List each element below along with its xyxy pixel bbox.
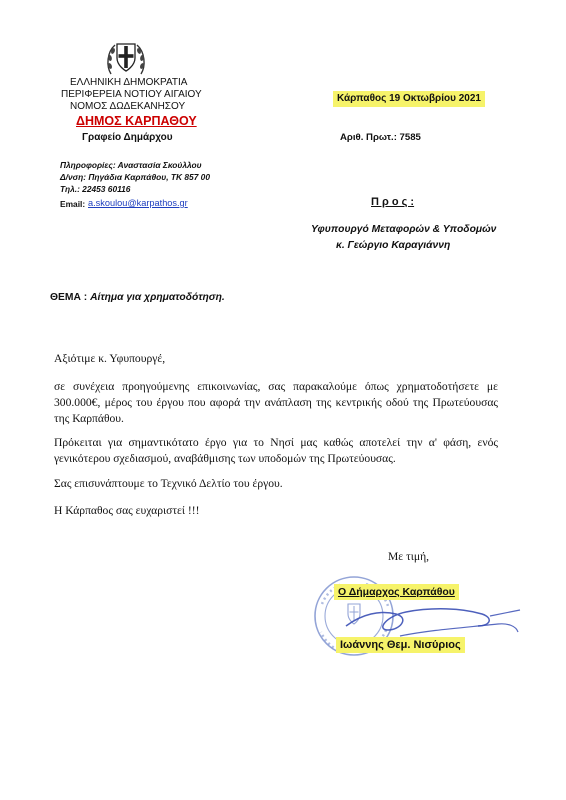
header-prefecture: ΝΟΜΟΣ ΔΩΔΕΚΑΝΗΣΟΥ [70,101,186,112]
recipient-line2: κ. Γεώργιο Καραγιάννη [336,240,451,251]
recipient-line1: Υφυπουργό Μεταφορών & Υποδομών [311,224,497,235]
greeting: Αξιότιμε κ. Υφυπουργέ, [54,352,166,365]
subject-label: ΘΕΜΑ : [50,292,88,303]
header-country: ΕΛΛΗΝΙΚΗ ΔΗΜΟΚΡΑΤΙΑ [70,77,188,88]
paragraph-2: Πρόκειται για σημαντικότατο έργο για το Νησί μας καθώς αποτελεί την α' φάση, ενός γενικότερου σχεδιασμού, αναβάθμισης των υποδομών της Πρωτεύουσας. [54,436,498,465]
header-office: Γραφείο Δημάρχου [82,132,173,143]
paragraph-1: σε συνέχεια προηγούμενης επικοινωνίας, σας παρακαλούμε όπως χρηματοδοτήσετε με 300.000€, μέρος του έργου που αφορά την ανάπλαση της κεντρικής οδού της Πρωτεύουσας της Καρπάθου. [54,380,498,425]
contact-address: Δ/νση: Πηγάδια Καρπάθου, ΤΚ 857 00 [60,172,210,182]
paragraph-4: Η Κάρπαθος σας ευχαριστεί !!! [54,504,200,517]
closing: Με τιμή, [388,550,430,563]
header-municipality: ΔΗΜΟΣ ΚΑΡΠΑΘΟΥ [76,114,197,128]
protocol-number: Αριθ. Πρωτ.: 7585 [340,132,421,143]
contact-email-label: Email: [60,199,86,209]
header-region: ΠΕΡΙΦΕΡΕΙΑ ΝΟΤΙΟΥ ΑΙΓΑΙΟΥ [61,89,202,100]
signature-name: Ιωάννης Θεμ. Νισύριος [336,637,465,653]
signature-title-text: Ο Δήμαρχος Καρπάθου [338,586,455,598]
contact-phone: Τηλ.: 22453 60116 [60,184,131,194]
recipient-label: Π ρ ο ς : [371,196,415,208]
greek-coat-of-arms-icon [105,40,147,76]
letter-date: Κάρπαθος 19 Οκτωβρίου 2021 [333,91,485,107]
contact-info: Πληροφορίες: Αναστασία Σκούλλου [60,160,202,170]
paragraph-3: Σας επισυνάπτουμε το Τεχνικό Δελτίο του έργου. [54,477,283,490]
contact-email-link[interactable]: a.skoulou@karpathos.gr [88,198,188,208]
subject-text: Αίτημα για χρηματοδότηση. [90,292,225,303]
subject-line [50,292,225,303]
